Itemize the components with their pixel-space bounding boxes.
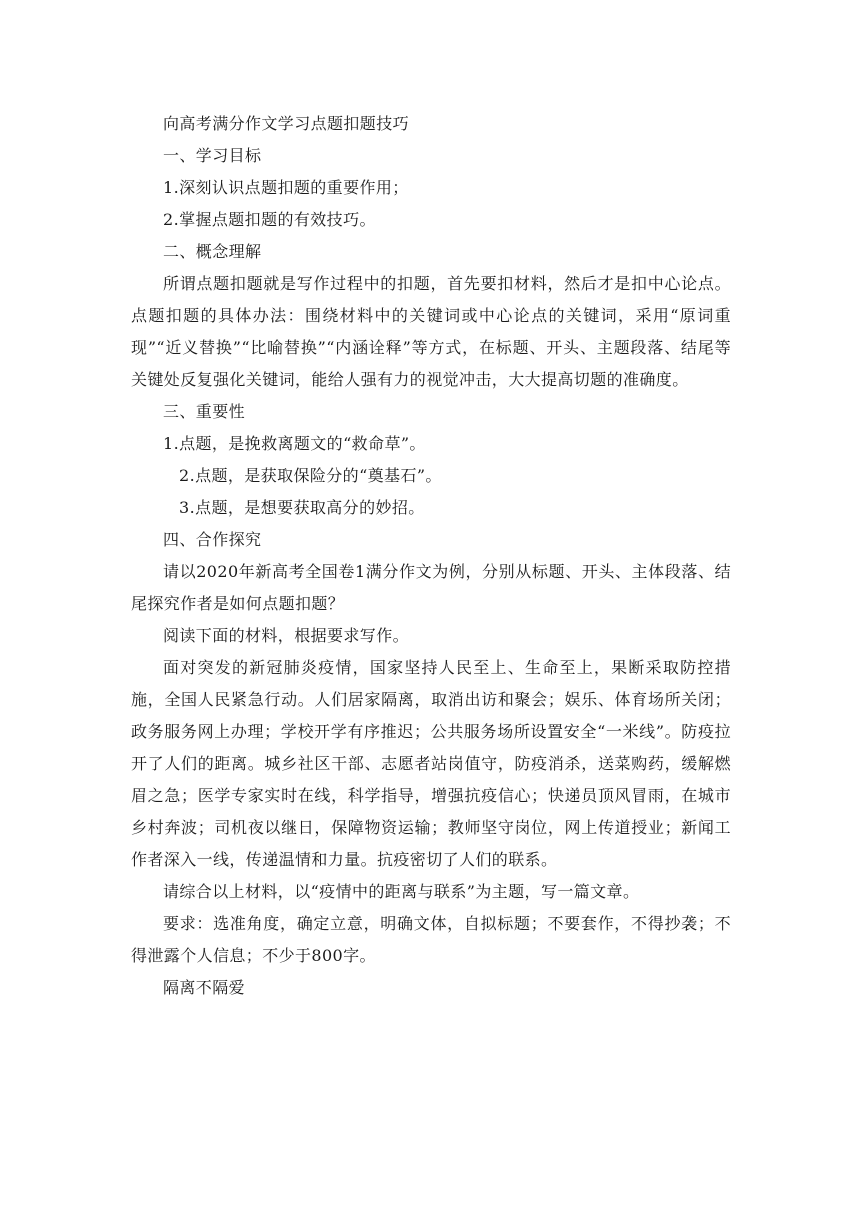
writing-material: 面对突发的新冠肺炎疫情，国家坚持人民至上、生命至上，果断采取防控措施，全国人民紧急行动。人们居家隔离，取消出访和聚会；娱乐、体育场所关闭；政务服务网上办理；学校开学有序推迟；公共服务场所设置安全“一米线”。防疫拉开了人们的距离。城乡社区干部、志愿者站岗值守，防疫消杀，送菜购药，缓解燃眉之急；医学专家实时在线，科学指导，增强抗疫信心；快递员顶风冒雨，在城市乡村奔波；司机夜以继日，保障物资运输；教师坚守岗位，网上传道授业；新闻工作者深入一线，传递温情和力量。抗疫密切了人们的联系。	[131, 658, 731, 869]
goal-item: 2.掌握点题扣题的有效技巧。	[163, 210, 376, 229]
section-heading-concept: 二、概念理解	[163, 242, 262, 261]
importance-item: 1.点题，是挽救离题文的“救命草”。	[163, 434, 426, 453]
writing-instruction: 阅读下面的材料，根据要求写作。	[163, 626, 410, 645]
document-title: 向高考满分作文学习点题扣题技巧	[163, 114, 410, 133]
document-body	[131, 108, 731, 1004]
goal-item: 1.深刻认识点题扣题的重要作用；	[163, 178, 409, 197]
essay-title: 隔离不隔爱	[163, 978, 246, 997]
concept-paragraph: 所谓点题扣题就是写作过程中的扣题，首先要扣材料，然后才是扣中心论点。点题扣题的具体办法：围绕材料中的关键词或中心论点的关键词，采用“原词重现”“近义替换”“比喻替换”“内涵诠释”等方式，在标题、开头、主题段落、结尾等关键处反复强化关键词，能给人强有力的视觉冲击，大大提高切题的准确度。	[131, 274, 731, 389]
importance-item: 2.点题，是获取保险分的“奠基石”。	[179, 466, 442, 485]
writing-requirements: 要求：选准角度，确定立意，明确文体，自拟标题；不要套作，不得抄袭；不得泄露个人信息；不少于800字。	[131, 914, 731, 965]
section-heading-importance: 三、重要性	[163, 402, 246, 421]
section-heading-explore: 四、合作探究	[163, 530, 262, 549]
writing-task: 请综合以上材料，以“疫情中的距离与联系”为主题，写一篇文章。	[163, 882, 640, 901]
importance-item: 3.点题，是想要获取高分的妙招。	[179, 498, 425, 517]
explore-prompt: 请以2020年新高考全国卷1满分作文为例，分别从标题、开头、主体段落、结尾探究作者是如何点题扣题？	[131, 562, 731, 613]
section-heading-learning-goals: 一、学习目标	[163, 146, 262, 165]
